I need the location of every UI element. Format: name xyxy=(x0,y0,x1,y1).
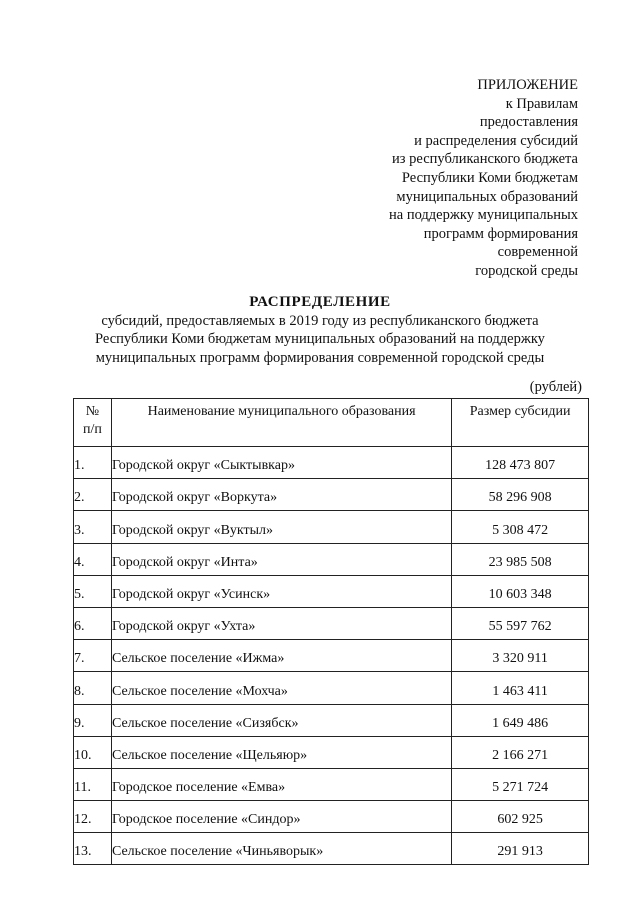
row-amount: 23 985 508 xyxy=(452,543,589,575)
appendix-line: на поддержку муниципальных xyxy=(389,207,578,224)
subtitle-line: Республики Коми бюджетам муниципальных образований на поддержку xyxy=(95,331,545,348)
row-name: Сельское поселение «Щельяюр» xyxy=(111,736,451,768)
row-amount: 5 308 472 xyxy=(452,511,589,543)
table-row xyxy=(74,640,589,672)
table-row xyxy=(74,736,589,768)
row-amount: 10 603 348 xyxy=(452,575,589,607)
subsidy-table xyxy=(73,398,589,865)
row-amount: 5 271 724 xyxy=(452,768,589,800)
row-amount: 58 296 908 xyxy=(452,479,589,511)
row-name: Сельское поселение «Сизябск» xyxy=(111,704,451,736)
appendix-line: предоставления xyxy=(479,114,578,131)
appendix-line: муниципальных образований xyxy=(396,188,578,205)
row-name: Городское поселение «Синдор» xyxy=(111,801,451,833)
row-number: 10. xyxy=(74,736,112,768)
subtitle-line: муниципальных программ формирования современной городской среды xyxy=(95,349,545,366)
row-name: Городское поселение «Емва» xyxy=(111,768,451,800)
document-subtitle xyxy=(40,312,600,367)
table-row xyxy=(74,575,589,607)
table-body xyxy=(74,447,589,865)
row-name: Городской округ «Вуктыл» xyxy=(111,511,451,543)
table-header-row xyxy=(74,399,589,447)
row-number: 12. xyxy=(74,801,112,833)
appendix-line: ПРИЛОЖЕНИЕ xyxy=(477,77,578,93)
appendix-line: современной xyxy=(497,244,578,261)
appendix-line: программ формирования xyxy=(423,225,578,242)
subtitle-line: субсидий, предоставляемых в 2019 году из республиканского бюджета xyxy=(101,313,539,329)
row-number: 6. xyxy=(74,607,112,639)
table-row xyxy=(74,511,589,543)
row-number: 8. xyxy=(74,672,112,704)
row-amount: 128 473 807 xyxy=(452,447,589,479)
row-number: 2. xyxy=(74,479,112,511)
table-row xyxy=(74,447,589,479)
table-row xyxy=(74,801,589,833)
appendix-line: и распределения субсидий xyxy=(414,132,578,149)
row-amount: 1 649 486 xyxy=(452,704,589,736)
document-title: РАСПРЕДЕЛЕНИЕ xyxy=(249,294,391,310)
table-row xyxy=(74,479,589,511)
row-number: 4. xyxy=(74,543,112,575)
row-name: Городской округ «Инта» xyxy=(111,543,451,575)
header-number xyxy=(74,399,112,447)
table-row xyxy=(74,607,589,639)
header-number-line1: № xyxy=(85,404,100,419)
row-name: Городской округ «Сыктывкар» xyxy=(111,447,451,479)
row-number: 7. xyxy=(74,640,112,672)
row-name: Городской округ «Ухта» xyxy=(111,607,451,639)
row-amount: 602 925 xyxy=(452,801,589,833)
appendix-header xyxy=(389,76,578,281)
row-amount: 3 320 911 xyxy=(452,640,589,672)
row-amount: 2 166 271 xyxy=(452,736,589,768)
table-row xyxy=(74,704,589,736)
row-name: Сельское поселение «Мохча» xyxy=(111,672,451,704)
row-number: 9. xyxy=(74,704,112,736)
table-row xyxy=(74,543,589,575)
row-name: Сельское поселение «Чиньяворык» xyxy=(111,833,451,865)
row-name: Сельское поселение «Ижма» xyxy=(111,640,451,672)
appendix-line: к Правилам xyxy=(505,95,578,112)
row-name: Городской округ «Воркута» xyxy=(111,479,451,511)
header-number-line2: п/п xyxy=(83,422,102,437)
table-row xyxy=(74,833,589,865)
row-amount: 55 597 762 xyxy=(452,607,589,639)
row-name: Городской округ «Усинск» xyxy=(111,575,451,607)
row-number: 11. xyxy=(74,768,112,800)
row-number: 13. xyxy=(74,833,112,865)
appendix-line: городской среды xyxy=(475,262,578,279)
units-label: (рублей) xyxy=(529,379,582,395)
appendix-line: из республиканского бюджета xyxy=(392,151,578,168)
row-amount: 1 463 411 xyxy=(452,672,589,704)
document-title-block xyxy=(40,293,600,367)
header-amount: Размер субсидии xyxy=(452,399,589,447)
appendix-line: Республики Коми бюджетам xyxy=(401,169,578,186)
row-amount: 291 913 xyxy=(452,833,589,865)
header-name: Наименование муниципального образования xyxy=(111,399,451,447)
row-number: 3. xyxy=(74,511,112,543)
table-row xyxy=(74,768,589,800)
table-row xyxy=(74,672,589,704)
row-number: 5. xyxy=(74,575,112,607)
row-number: 1. xyxy=(74,447,112,479)
